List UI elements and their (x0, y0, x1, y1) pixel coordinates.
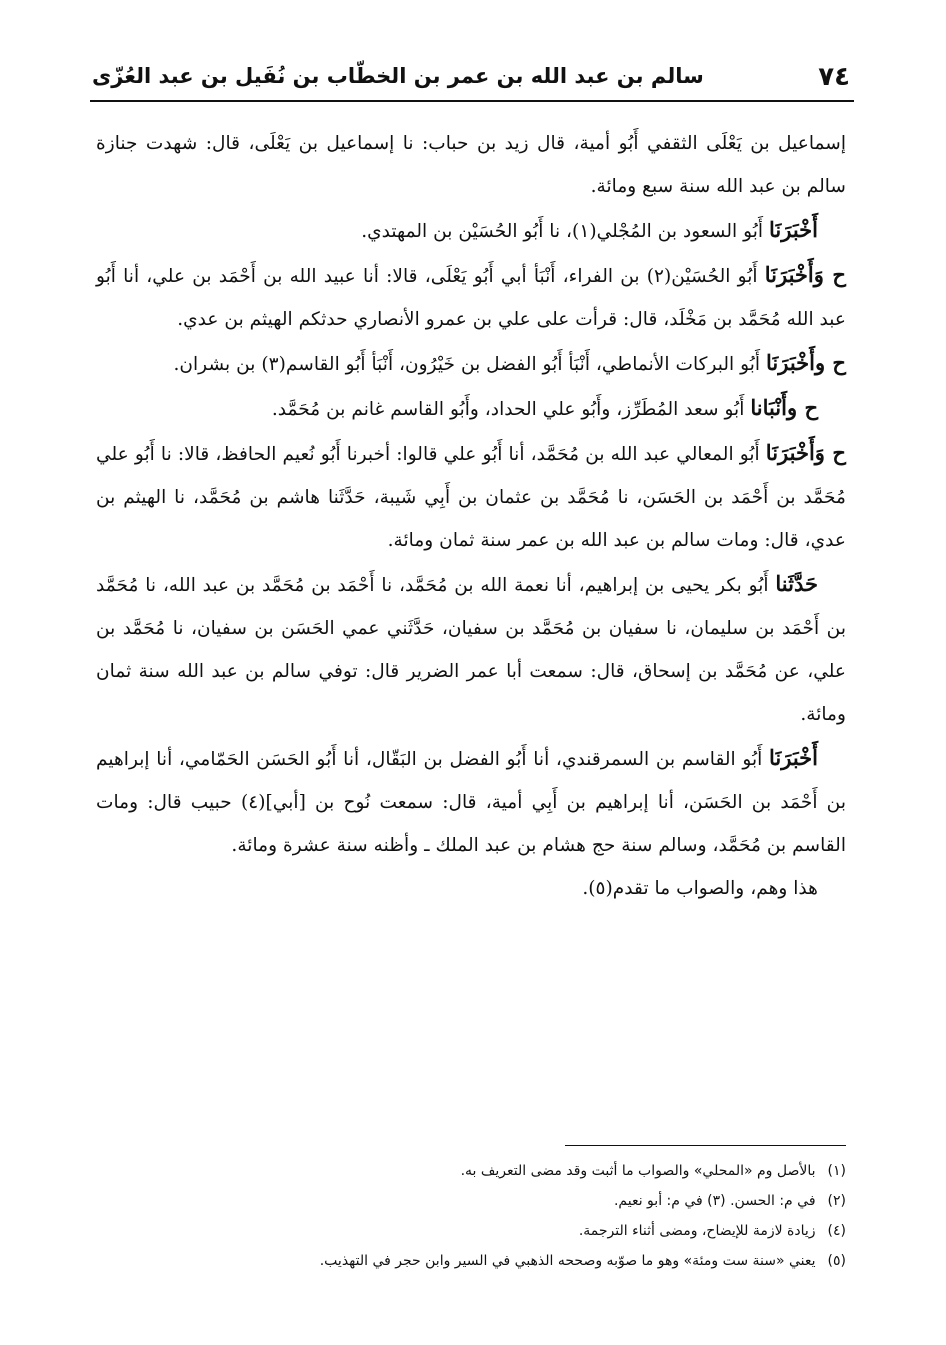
paragraph: ح وأَنْبَانا أَبُو سعد المُطَرِّز، وأَبُو علي الحداد، وأَبُو القاسم غانم بن مُحَمَّد. (271, 395, 818, 420)
paragraph: أَخْبَرَنَا أَبُو القاسم بن السمرقندي، أنا أَبُو الفضل بن البَقّال، أنا أَبُو الحَسَن الحَمّامي، أنا إبراهيم بن أَحْمَد بن الحَسَن، أنا إبراهيم بن أَبِي أمية، قال: سمعت نُوح بن [أبي](٤) حبيب قال: ومات القاسم بن مُحَمَّد، وسالم سنة حج هشام بن عبد الملك ـ وأظنه سنة عشرة ومائة. (96, 745, 846, 856)
running-header-title: سالم بن عبد الله بن عمر بن الخطّاب بن نُفَيل بن عبد العُزّى (92, 64, 704, 88)
footnote: (٤)زيادة لازمة للإيضاح، ومضى أثناء الترجمة. (578, 1223, 846, 1239)
paragraph: حَدَّثَنا أَبُو بكر يحيى بن إبراهيم، أنا نعمة الله بن مُحَمَّد، نا أَحْمَد بن مُحَمَّد بن عبد الله، نا مُحَمَّد بن أَحْمَد بن سليمان، نا سفيان بن مُحَمَّد بن سفيان، حَدَّثَني عمي الحَسَن بن سفيان، نا مُحَمَّد بن علي، عن مُحَمَّد بن إسحاق، قال: سمعت أبا عمر الضرير قال: توفي سالم بن عبد الله سنة ثمان ومائة. (96, 571, 846, 725)
paragraph: هذا وهم، والصواب ما تقدم(٥). (582, 878, 818, 899)
footnote-rule (565, 1145, 846, 1146)
paragraph: إسماعيل بن يَعْلَى الثقفي أَبُو أمية، قال زيد بن حباب: نا إسماعيل بن يَعْلَى، قال: شهدت جنازة سالم بن عبد الله سنة سبع ومائة. (96, 133, 846, 197)
footnote: (٥)يعني «سنة ست ومئة» وهو ما صوّبه وصححه الذهبي في السير وابن حجر في التهذيب. (319, 1253, 846, 1269)
paragraph: ح وَأَخْبَرَنَا أَبُو المعالي عبد الله بن مُحَمَّد، أنا أَبُو علي قالوا: أخبرنا أَبُو نُعيم الحافظ، قالا: نا أَبُو علي مُحَمَّد بن أَحْمَد بن الحَسَن، نا مُحَمَّد بن عثمان بن أَبِي شَيبة، حَدَّثَنا هاشم بن مُحَمَّد، نا الهيثم بن عدي، قال: ومات سالم بن عبد الله بن عمر سنة ثمان ومائة. (96, 440, 846, 551)
main-text (96, 120, 846, 910)
footnote: (١)بالأصل وم «المحلي» والصواب ما أثبت وقد مضى التعريف به. (460, 1163, 846, 1179)
footnote: (٢)في م: الحسن. (٣) في م: أبو نعيم. (613, 1193, 846, 1209)
page-number: ٧٤ (818, 62, 850, 92)
footnotes (110, 1156, 846, 1276)
paragraph: ح وَأَخْبَرَنَا أَبُو الحُسَيْن(٢) بن الفراء، أَنْبَأ أبي أَبُو يَعْلَى، قالا: أنا عبيد الله بن أَحْمَد بن علي، أنا أَبُو عبد الله مُحَمَّد بن مَخْلَد، قال: قرأت على علي بن عمرو الأنصاري حدثكم الهيثم بن عدي. (96, 262, 846, 330)
paragraph: ح وأَخْبَرَنَا أَبُو البركات الأنماطي، أَنْبَأ أَبُو الفضل بن خَيْرُون، أَنْبَأ أَبُو القاسم(٣) بن بشران. (173, 350, 846, 375)
paragraph: أَخْبَرَنَا أَبُو السعود بن المُجْلي(١)، نا أَبُو الحُسَيْن بن المهتدي. (361, 217, 818, 242)
header-rule (90, 100, 854, 102)
